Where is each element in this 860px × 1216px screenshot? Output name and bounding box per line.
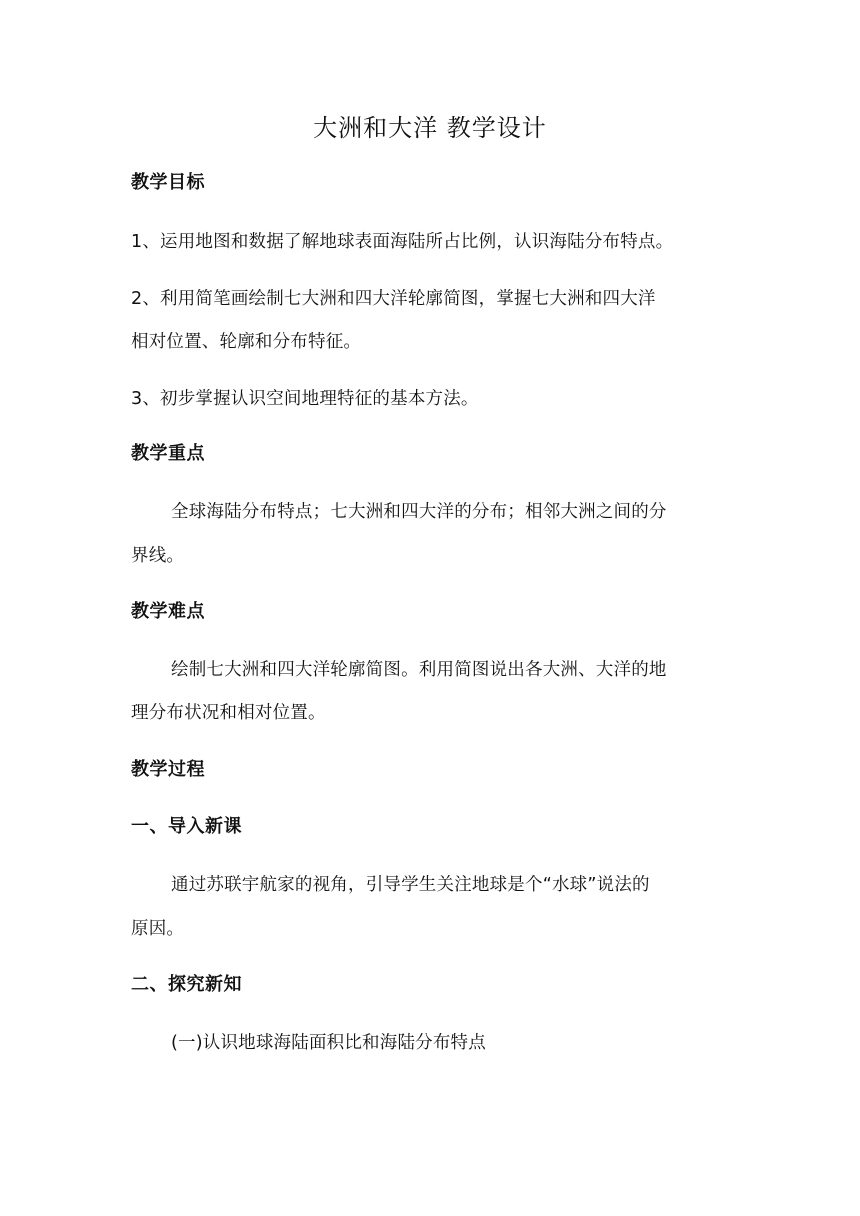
difficulties-line-2: 理分布状况和相对位置。 — [131, 703, 326, 723]
difficulties-line-1: 绘制七大洲和四大洋轮廓简图。利用简图说出各大洲、大洋的地 — [171, 660, 667, 680]
objectives-heading: 教学目标 — [131, 172, 205, 193]
objective-3: 3、初步掌握认识空间地理特征的基本方法。 — [131, 389, 479, 409]
objective-2-line-2: 相对位置、轮廓和分布特征。 — [131, 332, 362, 352]
key-points-line-1: 全球海陆分布特点；七大洲和四大洋的分布；相邻大洲之间的分 — [171, 502, 667, 522]
objective-1: 1、运用地图和数据了解地球表面海陆所占比例，认识海陆分布特点。 — [131, 232, 674, 252]
part-1-line-1: 通过苏联宇航家的视角，引导学生关注地球是个“水球”说法的 — [171, 875, 650, 895]
part-1-heading: 一、导入新课 — [131, 816, 242, 837]
key-points-line-2: 界线。 — [131, 546, 185, 566]
part-2-subheading-1: (一)认识地球海陆面积比和海陆分布特点 — [171, 1033, 486, 1053]
objective-2-line-1: 2、利用简笔画绘制七大洲和四大洋轮廓简图，掌握七大洲和四大洋 — [131, 289, 656, 309]
part-1-line-2: 原因。 — [131, 919, 185, 939]
document-title: 大洲和大洋 教学设计 — [313, 114, 547, 142]
key-points-heading: 教学重点 — [131, 443, 205, 464]
difficulties-heading: 教学难点 — [131, 601, 205, 622]
part-2-heading: 二、探究新知 — [131, 974, 242, 995]
process-heading: 教学过程 — [131, 759, 205, 780]
